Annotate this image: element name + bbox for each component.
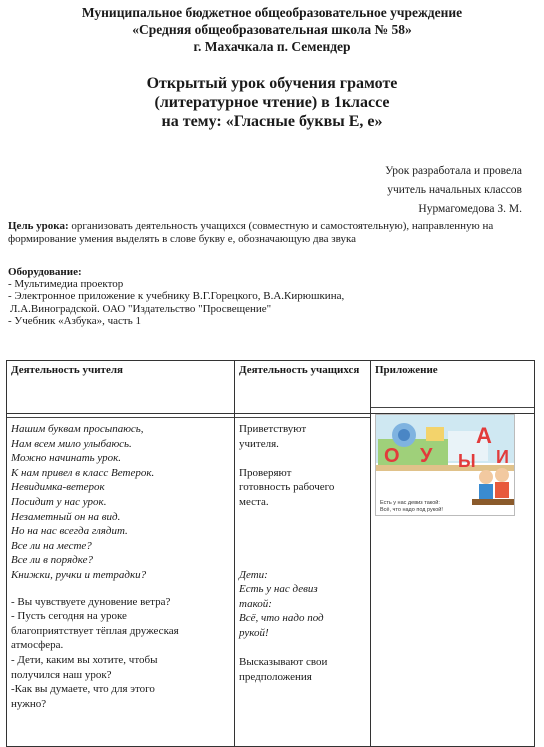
lesson-table xyxy=(6,360,535,747)
equipment-label: Оборудование: xyxy=(8,266,82,278)
goal-text: организовать деятельность учащихся (совместную и самостоятельную), направленную на формирование умения выделять в слове букву е, обозначающую два звука xyxy=(8,220,494,245)
divider xyxy=(371,407,534,408)
activity-line: предположения xyxy=(239,670,312,683)
illustration-caption xyxy=(380,500,468,513)
activity-line: учителя. xyxy=(239,437,279,450)
speech-line: - Пусть сегодня на уроке xyxy=(11,610,127,623)
header-line-1: Муниципальное бюджетное общеобразовательное учреждение xyxy=(81,5,463,20)
header-appendix: Приложение xyxy=(375,364,438,376)
author-line-3: Нурмагомедова З. М. xyxy=(418,203,522,215)
speech-line: нужно? xyxy=(11,697,47,710)
lesson-goal xyxy=(8,220,538,245)
poem-line: Незаметный он на вид. xyxy=(11,510,121,523)
header-students: Деятельность учащихся xyxy=(239,364,360,376)
equipment-item: Л.А.Виноградской. ОАО "Издательство "Просвещение" xyxy=(10,302,272,315)
activity-line: Дети: xyxy=(239,568,268,581)
poem-line: К нам привел в класс Ветерок. xyxy=(11,466,155,479)
students-cell xyxy=(235,414,371,747)
activity-line: места. xyxy=(239,495,269,508)
poem-line: Можно начинать урок. xyxy=(11,452,122,465)
letter-o: О xyxy=(384,445,400,467)
poem-line: Но на нас всегда глядит. xyxy=(11,525,128,538)
title-line-2: (литературное чтение) в 1классе xyxy=(154,94,390,111)
students-activity xyxy=(239,422,366,684)
speech-line: атмосфера. xyxy=(11,639,64,652)
equipment-item: - Мультимедиа проектор xyxy=(8,278,124,291)
activity-line: Всё, что надо под xyxy=(239,612,324,625)
header-line-2: «Средняя общеобразовательная школа № 58» xyxy=(132,22,412,37)
poem-line: Нам всем мило улыбаюсь. xyxy=(11,437,132,450)
equipment-item: - Учебник «Азбука», часть 1 xyxy=(8,314,141,327)
speech-line: получился наш урок? xyxy=(11,668,112,681)
table-header-row xyxy=(7,361,535,414)
header-line-3: г. Махачкала п. Семендер xyxy=(193,39,351,54)
equipment-section xyxy=(8,266,538,327)
speech-line: - Дети, каким вы хотите, чтобы xyxy=(11,653,158,666)
activity-line: Есть у нас девиз xyxy=(239,583,318,596)
teacher-cell xyxy=(7,414,235,747)
activity-line: рукой! xyxy=(239,626,269,639)
activity-line: готовность рабочего xyxy=(239,481,335,494)
poem-line: Все ли на месте? xyxy=(11,539,92,552)
table-header-cell xyxy=(235,361,371,414)
equipment-item: - Электронное приложение к учебнику В.Г.Горецкого, В.А.Кирюшкина, xyxy=(8,290,345,303)
alphabet-illustration xyxy=(375,414,515,516)
header-teacher: Деятельность учителя xyxy=(11,364,123,376)
activity-line: Проверяют xyxy=(239,466,292,479)
caption-line: Всё, что надо под рукой! xyxy=(380,506,443,513)
goal-label: Цель урока: xyxy=(8,220,69,232)
teacher-speech xyxy=(11,595,230,712)
poem-line: Невидимка-ветерок xyxy=(11,481,105,494)
letter-i: И xyxy=(496,447,509,467)
activity-line: Высказывают свои xyxy=(239,656,328,669)
table-body-row xyxy=(7,414,535,747)
letter-u: У xyxy=(420,445,433,467)
caption-line: Есть у нас девиз такой: xyxy=(380,500,440,506)
activity-line: такой: xyxy=(239,597,272,610)
teacher-poem xyxy=(11,422,230,583)
letter-a: А xyxy=(476,423,492,448)
school-header xyxy=(0,4,544,55)
lesson-title xyxy=(0,74,544,131)
speech-line: -Как вы думаете, что для этого xyxy=(11,683,155,696)
poem-line: Все ли в порядке? xyxy=(11,554,93,567)
letter-y: Ы xyxy=(458,451,476,471)
speech-line: - Вы чувствуете дуновение ветра? xyxy=(11,595,171,608)
poem-line: Книжки, ручки и тетрадки? xyxy=(11,568,147,581)
author-block xyxy=(385,162,522,219)
poem-line: Посидит у нас урок. xyxy=(11,495,107,508)
appendix-cell xyxy=(371,414,535,747)
activity-line: Приветствуют xyxy=(239,423,307,435)
table-header-cell xyxy=(7,361,235,414)
poem-line: Нашим буквам просыпаюсь, xyxy=(11,423,144,435)
table-header-cell xyxy=(371,361,535,414)
author-line-2: учитель начальных классов xyxy=(387,184,522,196)
speech-line: благоприятствует тёплая дружеская xyxy=(11,624,179,637)
title-line-1: Открытый урок обучения грамоте xyxy=(146,75,398,92)
title-line-3: на тему: «Гласные буквы Е, е» xyxy=(161,113,383,130)
author-line-1: Урок разработала и провела xyxy=(385,165,522,177)
